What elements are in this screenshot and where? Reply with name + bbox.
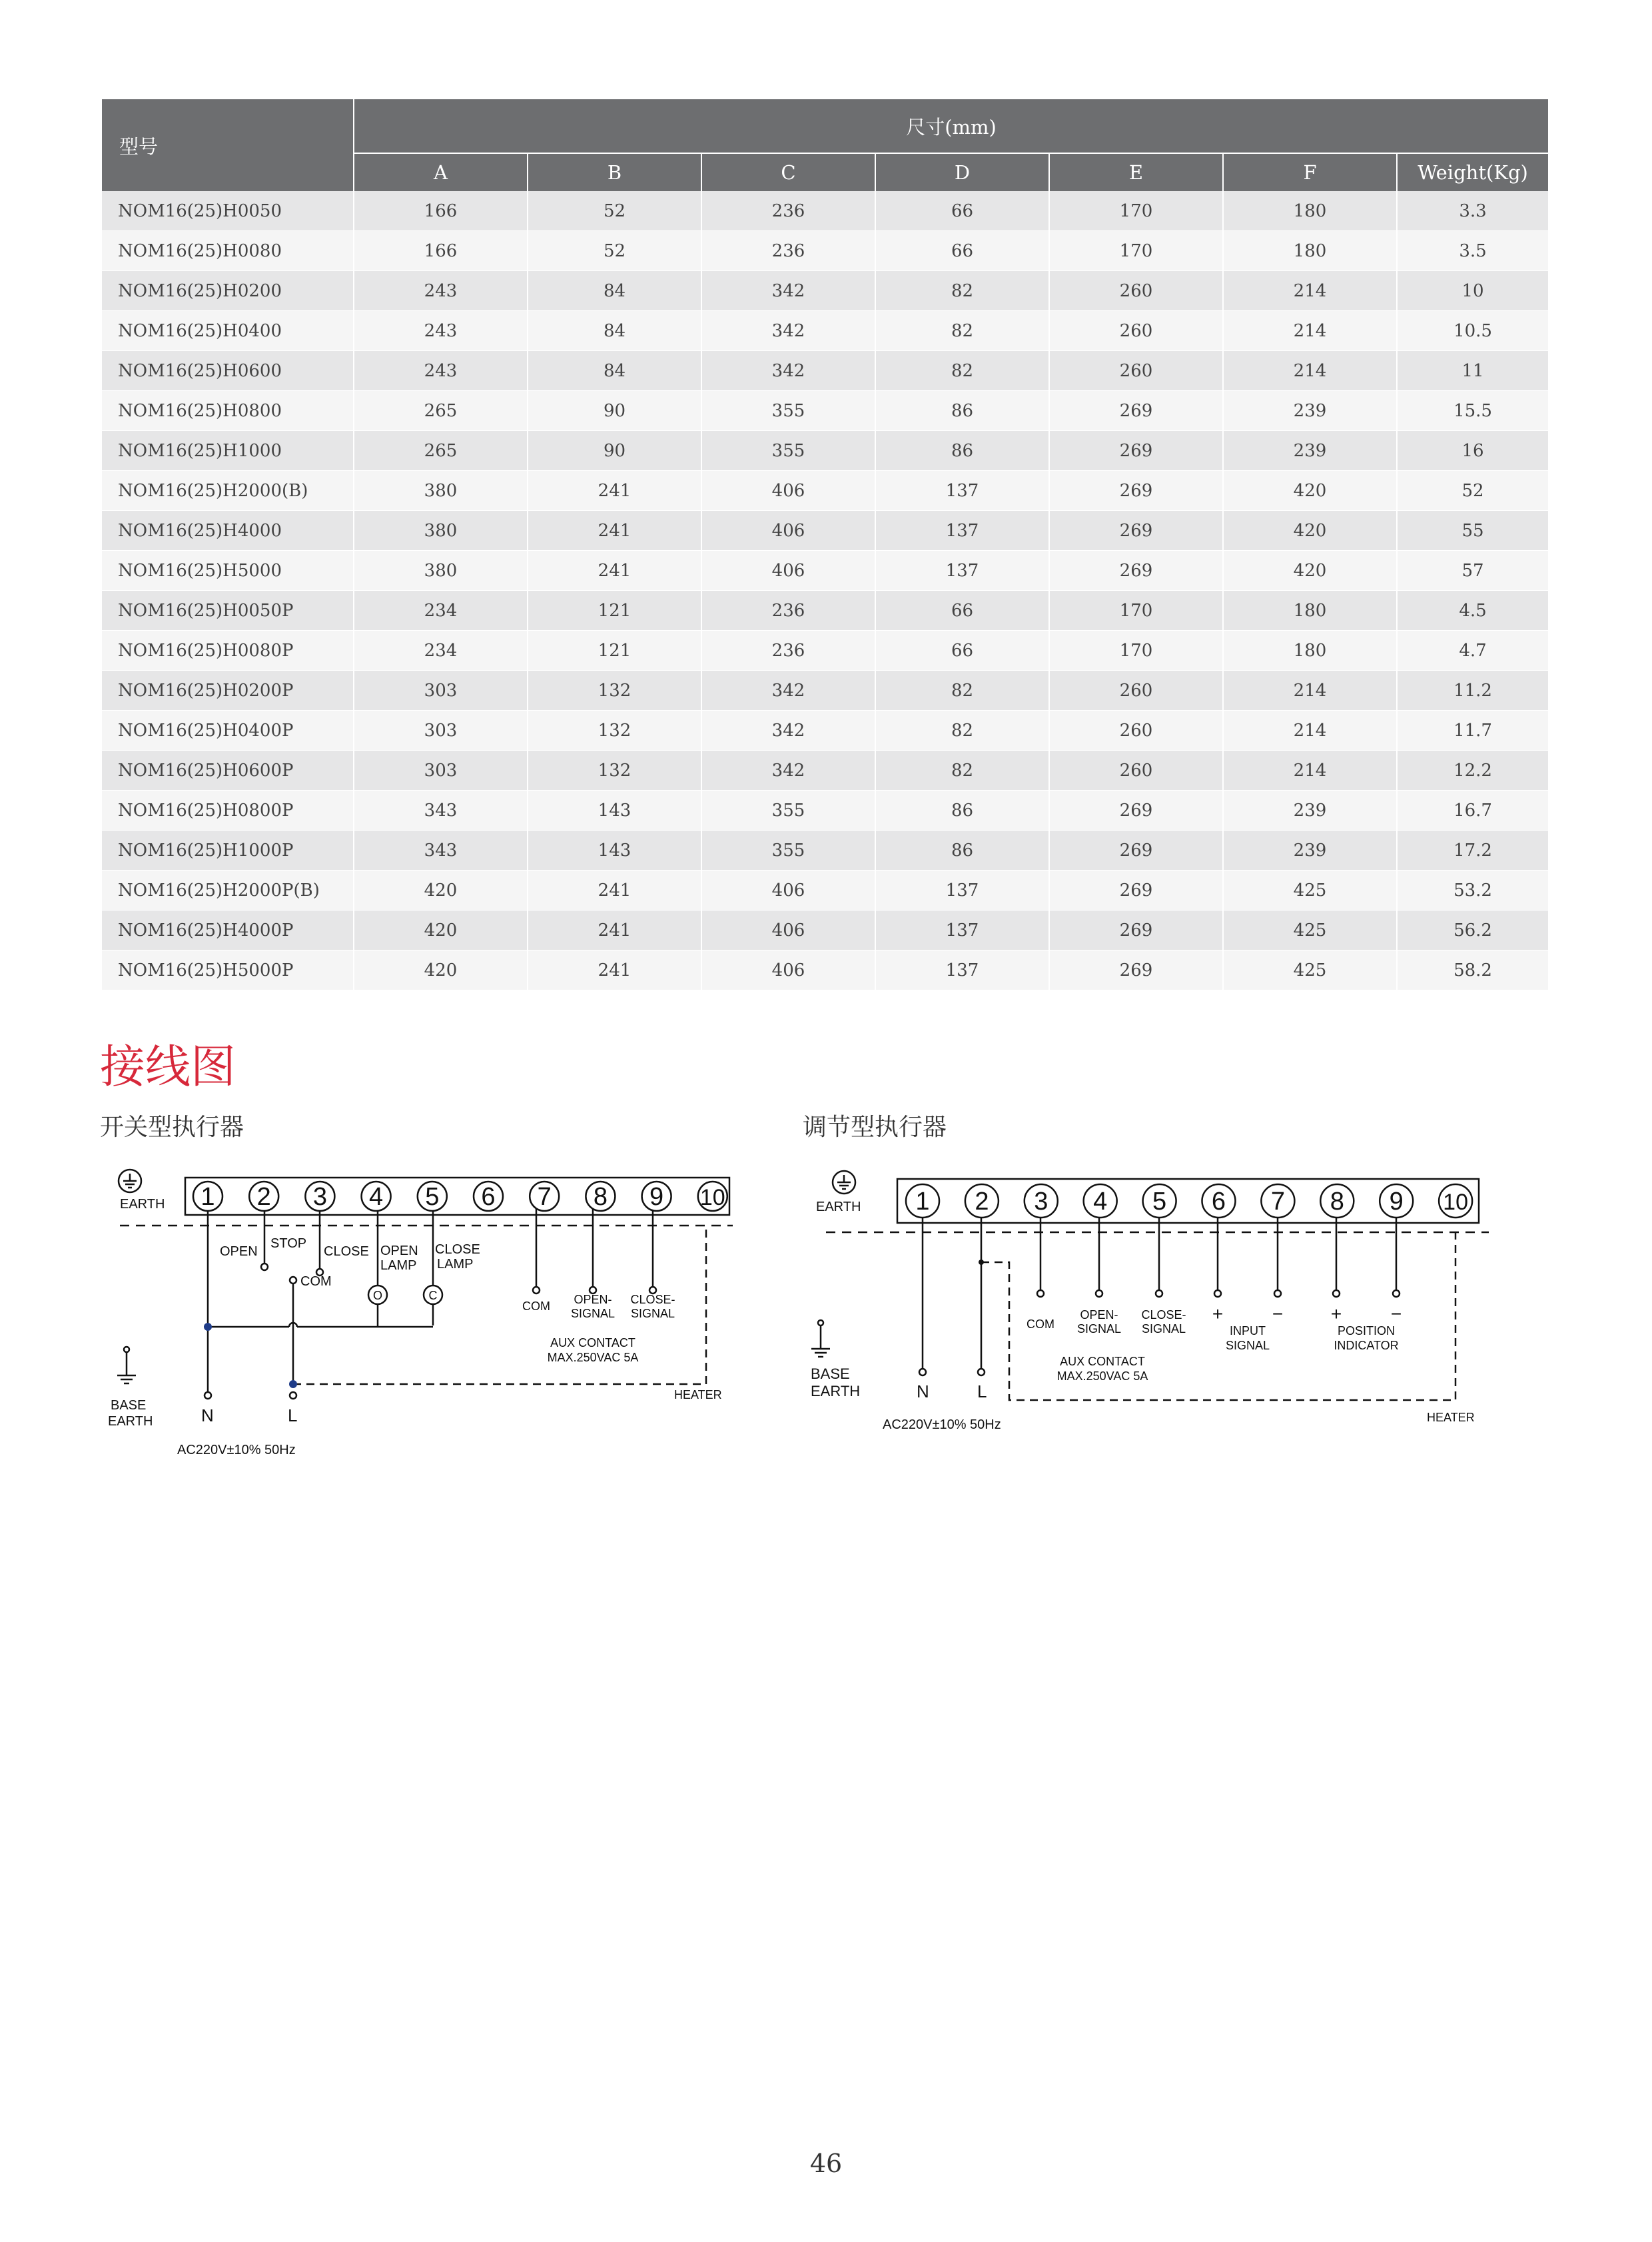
terminal-number: 9 bbox=[1389, 1188, 1404, 1216]
value-cell: 214 bbox=[1223, 351, 1397, 391]
input-signal-label-2: SIGNAL bbox=[1225, 1339, 1270, 1352]
model-cell: NOM16(25)H5000 bbox=[102, 551, 354, 591]
com-label: COM bbox=[1027, 1317, 1054, 1331]
value-cell: 4.7 bbox=[1397, 631, 1549, 671]
value-cell: 420 bbox=[354, 871, 528, 911]
com-label: COM bbox=[300, 1274, 332, 1289]
close-signal-label-1: CLOSE- bbox=[1141, 1308, 1186, 1321]
terminal-number: 4 bbox=[369, 1183, 384, 1211]
value-cell: 137 bbox=[875, 911, 1049, 950]
value-cell: 260 bbox=[1049, 751, 1223, 791]
base-earth-label-2: EARTH bbox=[811, 1383, 861, 1399]
model-cell: NOM16(25)H0050 bbox=[102, 191, 354, 231]
value-cell: 84 bbox=[528, 271, 701, 311]
terminal-number: 4 bbox=[1093, 1188, 1108, 1216]
open-lamp-label-2: LAMP bbox=[380, 1258, 417, 1273]
value-cell: 269 bbox=[1049, 431, 1223, 471]
value-cell: 265 bbox=[354, 431, 528, 471]
base-earth-label-1: BASE bbox=[811, 1365, 850, 1382]
value-cell: 425 bbox=[1223, 911, 1397, 950]
dimensions-group-header: 尺寸(mm) bbox=[354, 99, 1549, 153]
value-cell: 234 bbox=[354, 631, 528, 671]
value-cell: 303 bbox=[354, 751, 528, 791]
base-earth-label-2: EARTH bbox=[108, 1414, 153, 1429]
open-label: OPEN bbox=[220, 1244, 258, 1259]
value-cell: 166 bbox=[354, 231, 528, 271]
terminal-number: 6 bbox=[481, 1183, 496, 1211]
value-cell: 420 bbox=[1223, 551, 1397, 591]
table-row bbox=[102, 231, 1549, 271]
value-cell: 84 bbox=[528, 351, 701, 391]
value-cell: 12.2 bbox=[1397, 751, 1549, 791]
value-cell: 380 bbox=[354, 471, 528, 511]
terminal-number: 7 bbox=[537, 1183, 552, 1211]
column-header: A bbox=[354, 153, 528, 191]
table-row bbox=[102, 751, 1549, 791]
terminal-number: 10 bbox=[699, 1185, 725, 1210]
table-row bbox=[102, 391, 1549, 431]
value-cell: 425 bbox=[1223, 871, 1397, 911]
model-cell: NOM16(25)H0200 bbox=[102, 271, 354, 311]
value-cell: 420 bbox=[354, 911, 528, 950]
table-row bbox=[102, 591, 1549, 631]
close-signal-label-1: CLOSE- bbox=[630, 1293, 675, 1306]
value-cell: 269 bbox=[1049, 831, 1223, 871]
terminal-numbers bbox=[193, 1182, 727, 1211]
terminal-number: 9 bbox=[649, 1183, 664, 1211]
terminal-number: 5 bbox=[1152, 1188, 1167, 1216]
value-cell: 236 bbox=[701, 591, 875, 631]
value-cell: 343 bbox=[354, 831, 528, 871]
value-cell: 239 bbox=[1223, 791, 1397, 831]
column-header: B bbox=[528, 153, 701, 191]
live-label: L bbox=[288, 1405, 298, 1425]
model-cell: NOM16(25)H0080 bbox=[102, 231, 354, 271]
value-cell: 234 bbox=[354, 591, 528, 631]
value-cell: 355 bbox=[701, 831, 875, 871]
value-cell: 66 bbox=[875, 231, 1049, 271]
value-cell: 406 bbox=[701, 471, 875, 511]
value-cell: 303 bbox=[354, 671, 528, 711]
value-cell: 170 bbox=[1049, 631, 1223, 671]
value-cell: 406 bbox=[701, 871, 875, 911]
input-signal-label-1: INPUT bbox=[1230, 1324, 1266, 1337]
value-cell: 241 bbox=[528, 871, 701, 911]
open-signal-label-2: SIGNAL bbox=[1076, 1322, 1122, 1335]
column-header: Weight(Kg) bbox=[1397, 153, 1549, 191]
aux-contact-label-1: AUX CONTACT bbox=[550, 1336, 635, 1349]
value-cell: 241 bbox=[528, 511, 701, 551]
table-row bbox=[102, 671, 1549, 711]
table-row bbox=[102, 551, 1549, 591]
table-row bbox=[102, 271, 1549, 311]
lamp-c-label: C bbox=[428, 1289, 438, 1302]
model-cell: NOM16(25)H5000P bbox=[102, 950, 354, 990]
value-cell: 137 bbox=[875, 511, 1049, 551]
value-cell: 355 bbox=[701, 391, 875, 431]
value-cell: 380 bbox=[354, 551, 528, 591]
value-cell: 132 bbox=[528, 671, 701, 711]
value-cell: 132 bbox=[528, 751, 701, 791]
model-cell: NOM16(25)H4000P bbox=[102, 911, 354, 950]
value-cell: 11.2 bbox=[1397, 671, 1549, 711]
terminal-number: 2 bbox=[256, 1183, 271, 1211]
earth-label: EARTH bbox=[816, 1200, 861, 1214]
value-cell: 239 bbox=[1223, 831, 1397, 871]
table-row bbox=[102, 511, 1549, 551]
terminal-number: 7 bbox=[1270, 1188, 1285, 1216]
value-cell: 86 bbox=[875, 831, 1049, 871]
value-cell: 15.5 bbox=[1397, 391, 1549, 431]
table-row bbox=[102, 431, 1549, 471]
base-earth-label-1: BASE bbox=[111, 1398, 147, 1413]
table-body bbox=[102, 191, 1549, 990]
terminal-number: 8 bbox=[1330, 1188, 1344, 1216]
value-cell: 406 bbox=[701, 551, 875, 591]
value-cell: 243 bbox=[354, 351, 528, 391]
value-cell: 269 bbox=[1049, 551, 1223, 591]
value-cell: 425 bbox=[1223, 950, 1397, 990]
value-cell: 52 bbox=[1397, 471, 1549, 511]
value-cell: 3.3 bbox=[1397, 191, 1549, 231]
value-cell: 214 bbox=[1223, 751, 1397, 791]
table-row bbox=[102, 191, 1549, 231]
terminal-number: 5 bbox=[425, 1183, 440, 1211]
value-cell: 342 bbox=[701, 711, 875, 751]
value-cell: 355 bbox=[701, 431, 875, 471]
value-cell: 420 bbox=[1223, 471, 1397, 511]
page-number: 46 bbox=[809, 2149, 843, 2178]
terminal-number: 3 bbox=[1034, 1188, 1048, 1216]
dimensions-table bbox=[102, 99, 1549, 990]
value-cell: 16 bbox=[1397, 431, 1549, 471]
value-cell: 84 bbox=[528, 311, 701, 351]
value-cell: 260 bbox=[1049, 671, 1223, 711]
value-cell: 342 bbox=[701, 671, 875, 711]
supply-label: AC220V±10% 50Hz bbox=[177, 1443, 296, 1457]
value-cell: 342 bbox=[701, 351, 875, 391]
terminal-number: 3 bbox=[312, 1183, 327, 1211]
value-cell: 82 bbox=[875, 671, 1049, 711]
value-cell: 239 bbox=[1223, 431, 1397, 471]
value-cell: 82 bbox=[875, 271, 1049, 311]
table-row bbox=[102, 351, 1549, 391]
value-cell: 170 bbox=[1049, 191, 1223, 231]
value-cell: 11.7 bbox=[1397, 711, 1549, 751]
modulating-actuator-wiring-diagram bbox=[803, 1159, 1489, 1472]
value-cell: 241 bbox=[528, 471, 701, 511]
open-signal-label-1: OPEN- bbox=[574, 1293, 612, 1306]
live-label: L bbox=[977, 1381, 987, 1401]
heater-label: HEATER bbox=[1427, 1411, 1475, 1424]
column-header: D bbox=[875, 153, 1049, 191]
model-cell: NOM16(25)H0050P bbox=[102, 591, 354, 631]
value-cell: 269 bbox=[1049, 871, 1223, 911]
aux-contact-label-2: MAX.250VAC 5A bbox=[1056, 1369, 1148, 1383]
model-cell: NOM16(25)H4000 bbox=[102, 511, 354, 551]
value-cell: 58.2 bbox=[1397, 950, 1549, 990]
value-cell: 269 bbox=[1049, 911, 1223, 950]
value-cell: 16.7 bbox=[1397, 791, 1549, 831]
value-cell: 52 bbox=[528, 191, 701, 231]
value-cell: 239 bbox=[1223, 391, 1397, 431]
value-cell: 269 bbox=[1049, 511, 1223, 551]
value-cell: 180 bbox=[1223, 631, 1397, 671]
model-cell: NOM16(25)H0600P bbox=[102, 751, 354, 791]
value-cell: 52 bbox=[528, 231, 701, 271]
model-cell: NOM16(25)H1000 bbox=[102, 431, 354, 471]
close-lamp-label-2: LAMP bbox=[437, 1257, 474, 1272]
value-cell: 243 bbox=[354, 311, 528, 351]
switch-actuator-subtitle: 开关型执行器 bbox=[100, 1114, 244, 1141]
terminal-number: 1 bbox=[915, 1188, 930, 1216]
table-row bbox=[102, 711, 1549, 751]
value-cell: 82 bbox=[875, 711, 1049, 751]
value-cell: 180 bbox=[1223, 591, 1397, 631]
value-cell: 406 bbox=[701, 511, 875, 551]
heater-label: HEATER bbox=[674, 1388, 722, 1401]
column-header: E bbox=[1049, 153, 1223, 191]
value-cell: 260 bbox=[1049, 271, 1223, 311]
value-cell: 66 bbox=[875, 631, 1049, 671]
value-cell: 342 bbox=[701, 311, 875, 351]
value-cell: 236 bbox=[701, 631, 875, 671]
position-indicator-label-2: INDICATOR bbox=[1334, 1339, 1399, 1352]
aux-contact-label-2: MAX.250VAC 5A bbox=[547, 1351, 639, 1364]
model-cell: NOM16(25)H0080P bbox=[102, 631, 354, 671]
value-cell: 86 bbox=[875, 391, 1049, 431]
terminal-number: 8 bbox=[593, 1183, 608, 1211]
switch-actuator-wiring-diagram bbox=[100, 1159, 733, 1472]
terminal-number: 10 bbox=[1443, 1190, 1469, 1215]
value-cell: 420 bbox=[1223, 511, 1397, 551]
model-cell: NOM16(25)H2000(B) bbox=[102, 471, 354, 511]
table-row bbox=[102, 831, 1549, 871]
value-cell: 214 bbox=[1223, 311, 1397, 351]
value-cell: 53.2 bbox=[1397, 871, 1549, 911]
model-cell: NOM16(25)H0400P bbox=[102, 711, 354, 751]
column-header: C bbox=[701, 153, 875, 191]
value-cell: 214 bbox=[1223, 671, 1397, 711]
value-cell: 86 bbox=[875, 431, 1049, 471]
value-cell: 166 bbox=[354, 191, 528, 231]
value-cell: 137 bbox=[875, 871, 1049, 911]
terminal-number: 1 bbox=[201, 1183, 215, 1211]
value-cell: 243 bbox=[354, 271, 528, 311]
value-cell: 143 bbox=[528, 831, 701, 871]
value-cell: 406 bbox=[701, 911, 875, 950]
value-cell: 269 bbox=[1049, 471, 1223, 511]
terminal-number: 6 bbox=[1211, 1188, 1226, 1216]
value-cell: 303 bbox=[354, 711, 528, 751]
model-column-header: 型号 bbox=[102, 99, 354, 191]
stop-label: STOP bbox=[270, 1236, 307, 1251]
value-cell: 269 bbox=[1049, 391, 1223, 431]
com-aux-label: COM bbox=[522, 1300, 550, 1313]
value-cell: 90 bbox=[528, 431, 701, 471]
position-plus-label: + bbox=[1330, 1304, 1342, 1324]
open-signal-label-1: OPEN- bbox=[1080, 1308, 1118, 1321]
table-row bbox=[102, 871, 1549, 911]
value-cell: 380 bbox=[354, 511, 528, 551]
value-cell: 260 bbox=[1049, 711, 1223, 751]
value-cell: 342 bbox=[701, 751, 875, 791]
value-cell: 420 bbox=[354, 950, 528, 990]
value-cell: 269 bbox=[1049, 791, 1223, 831]
position-indicator-label-1: POSITION bbox=[1337, 1324, 1396, 1337]
value-cell: 3.5 bbox=[1397, 231, 1549, 271]
model-cell: NOM16(25)H0800P bbox=[102, 791, 354, 831]
value-cell: 56.2 bbox=[1397, 911, 1549, 950]
value-cell: 121 bbox=[528, 631, 701, 671]
column-header: F bbox=[1223, 153, 1397, 191]
close-signal-label-2: SIGNAL bbox=[630, 1307, 675, 1320]
value-cell: 137 bbox=[875, 471, 1049, 511]
position-minus-label: − bbox=[1390, 1304, 1402, 1324]
value-cell: 214 bbox=[1223, 271, 1397, 311]
table-row bbox=[102, 311, 1549, 351]
value-cell: 143 bbox=[528, 791, 701, 831]
value-cell: 269 bbox=[1049, 950, 1223, 990]
model-cell: NOM16(25)H0600 bbox=[102, 351, 354, 391]
value-cell: 260 bbox=[1049, 351, 1223, 391]
value-cell: 132 bbox=[528, 711, 701, 751]
value-cell: 10 bbox=[1397, 271, 1549, 311]
value-cell: 355 bbox=[701, 791, 875, 831]
model-cell: NOM16(25)H0800 bbox=[102, 391, 354, 431]
value-cell: 241 bbox=[528, 950, 701, 990]
value-cell: 241 bbox=[528, 911, 701, 950]
lamp-o-label: O bbox=[372, 1289, 383, 1302]
table-row bbox=[102, 791, 1549, 831]
input-plus-label: + bbox=[1212, 1304, 1224, 1324]
value-cell: 137 bbox=[875, 551, 1049, 591]
model-cell: NOM16(25)H0400 bbox=[102, 311, 354, 351]
value-cell: 236 bbox=[701, 231, 875, 271]
value-cell: 17.2 bbox=[1397, 831, 1549, 871]
neutral-label: N bbox=[917, 1381, 929, 1401]
neutral-label: N bbox=[201, 1405, 214, 1425]
value-cell: 10.5 bbox=[1397, 311, 1549, 351]
value-cell: 57 bbox=[1397, 551, 1549, 591]
value-cell: 343 bbox=[354, 791, 528, 831]
value-cell: 4.5 bbox=[1397, 591, 1549, 631]
value-cell: 260 bbox=[1049, 311, 1223, 351]
wiring-diagram-title: 接线图 bbox=[100, 1041, 236, 1094]
close-signal-label-2: SIGNAL bbox=[1141, 1322, 1186, 1335]
model-cell: NOM16(25)H1000P bbox=[102, 831, 354, 871]
value-cell: 82 bbox=[875, 311, 1049, 351]
close-label: CLOSE bbox=[324, 1244, 369, 1259]
value-cell: 121 bbox=[528, 591, 701, 631]
value-cell: 406 bbox=[701, 950, 875, 990]
value-cell: 66 bbox=[875, 591, 1049, 631]
earth-label: EARTH bbox=[120, 1197, 165, 1212]
value-cell: 170 bbox=[1049, 231, 1223, 271]
value-cell: 11 bbox=[1397, 351, 1549, 391]
supply-label: AC220V±10% 50Hz bbox=[883, 1417, 1001, 1432]
value-cell: 342 bbox=[701, 271, 875, 311]
terminal-number: 2 bbox=[975, 1188, 989, 1216]
open-lamp-label-1: OPEN bbox=[380, 1244, 418, 1258]
table-row bbox=[102, 911, 1549, 950]
terminal-numbers bbox=[906, 1184, 1472, 1218]
value-cell: 137 bbox=[875, 950, 1049, 990]
value-cell: 66 bbox=[875, 191, 1049, 231]
value-cell: 170 bbox=[1049, 591, 1223, 631]
value-cell: 265 bbox=[354, 391, 528, 431]
value-cell: 86 bbox=[875, 791, 1049, 831]
aux-contact-label-1: AUX CONTACT bbox=[1060, 1355, 1145, 1368]
value-cell: 214 bbox=[1223, 711, 1397, 751]
value-cell: 82 bbox=[875, 751, 1049, 791]
table-row bbox=[102, 471, 1549, 511]
modulating-actuator-subtitle: 调节型执行器 bbox=[803, 1114, 947, 1141]
value-cell: 236 bbox=[701, 191, 875, 231]
model-cell: NOM16(25)H2000P(B) bbox=[102, 871, 354, 911]
value-cell: 55 bbox=[1397, 511, 1549, 551]
model-cell: NOM16(25)H0200P bbox=[102, 671, 354, 711]
table-row bbox=[102, 631, 1549, 671]
table-row bbox=[102, 950, 1549, 990]
value-cell: 241 bbox=[528, 551, 701, 591]
open-signal-label-2: SIGNAL bbox=[570, 1307, 616, 1320]
input-minus-label: − bbox=[1272, 1304, 1284, 1324]
close-lamp-label-1: CLOSE bbox=[435, 1242, 480, 1257]
value-cell: 90 bbox=[528, 391, 701, 431]
value-cell: 180 bbox=[1223, 191, 1397, 231]
value-cell: 82 bbox=[875, 351, 1049, 391]
value-cell: 180 bbox=[1223, 231, 1397, 271]
